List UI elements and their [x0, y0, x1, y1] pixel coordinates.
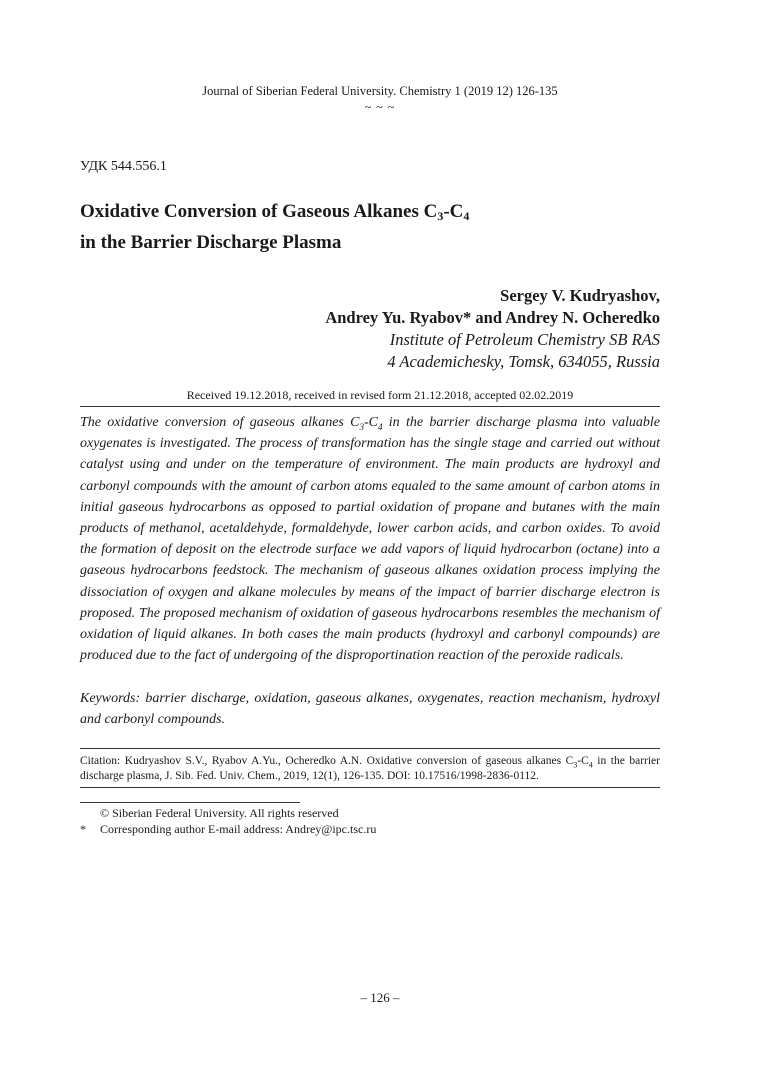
udk-code: УДК 544.556.1	[80, 159, 167, 174]
footnote-copyright: © Siberian Federal University. All rights reserved	[100, 806, 339, 820]
abstract: The oxidative conversion of gaseous alkanes $C_3-C_4$ in the barrier discharge plasma into valuable oxygenates is investigated. The process of transformation has the single stage and carried out without catalyst using and under on the temperature of environment. The main products are hydroxyl and carbonyl compounds with the amount of carbon atoms equaled to the same amount of carbon atoms in initial gaseous hydrocarbons as opposed to partial oxidation of propane and butanes with the main products of methanol, acetaldehyde, formaldehyde, lower carbon acids, and carbon oxides. To avoid the formation of deposit on the electrode surface we add vapors of liquid hydrocarbon (octane) into a gaseous hydrocarbons feedstock. The mechanism of gaseous alkanes oxidation process implying the dissociation of oxygen and alkane molecules by means of the impact of barrier discharge electron is proposed. The proposed mechanism of oxidation of gaseous hydrocarbons resembles the mechanism of oxidation of liquid alkanes. In both cases the main products (hydroxyl and carbonyl compounds) are produced due to the fact of undergoing of the disproportination reaction of the peroxide radicals.	[80, 415, 660, 664]
page-number: – 126 –	[360, 990, 400, 1005]
affiliation-line-1: Institute of Petroleum Chemistry SB RAS	[389, 330, 660, 349]
journal-header: Journal of Siberian Federal University. Chemistry 1 (2019 12) 126-135	[202, 84, 558, 98]
citation: Citation: Kudryashov S.V., Ryabov A.Yu., Ocheredko A.N. Oxidative conversion of gaseous alkanes $C_3-C_4$ in the barrier discharge plasma, J. Sib. Fed. Univ. Chem., 2019, 12(1), 126-135. DOI: 10.17516/1998-2836-0112.	[80, 755, 660, 782]
abstract-top-rule	[80, 406, 660, 407]
keywords: Keywords: barrier discharge, oxidation, gaseous alkanes, oxygenates, reaction mechanism, hydroxyl and carbonyl compounds.	[80, 691, 660, 728]
title-line-1: Oxidative Conversion of Gaseous Alkanes $C_3-C_4$	[80, 201, 470, 223]
header-ornament: ~ ~ ~	[364, 100, 396, 114]
received-dates: Received 19.12.2018, received in revised form 21.12.2018, accepted 02.02.2019	[186, 388, 574, 402]
footnote-corresponding: * Corresponding author E-mail address: Andrey@ipc.tsc.ru	[80, 822, 377, 836]
author-line-1: Sergey V. Kudryashov,	[500, 286, 660, 305]
citation-top-rule	[80, 748, 660, 749]
footnote-star: *	[80, 822, 86, 836]
author-line-2: Andrey Yu. Ryabov* and Andrey N. Ocheredko	[325, 308, 660, 327]
footnote-rule	[80, 802, 300, 803]
authors-block	[100, 285, 660, 373]
citation-bottom-rule	[80, 787, 660, 788]
title-line-2: in the Barrier Discharge Plasma	[80, 232, 342, 253]
paper-title	[80, 196, 680, 258]
affiliation-line-2: 4 Academichesky, Tomsk, 634055, Russia	[387, 352, 660, 371]
